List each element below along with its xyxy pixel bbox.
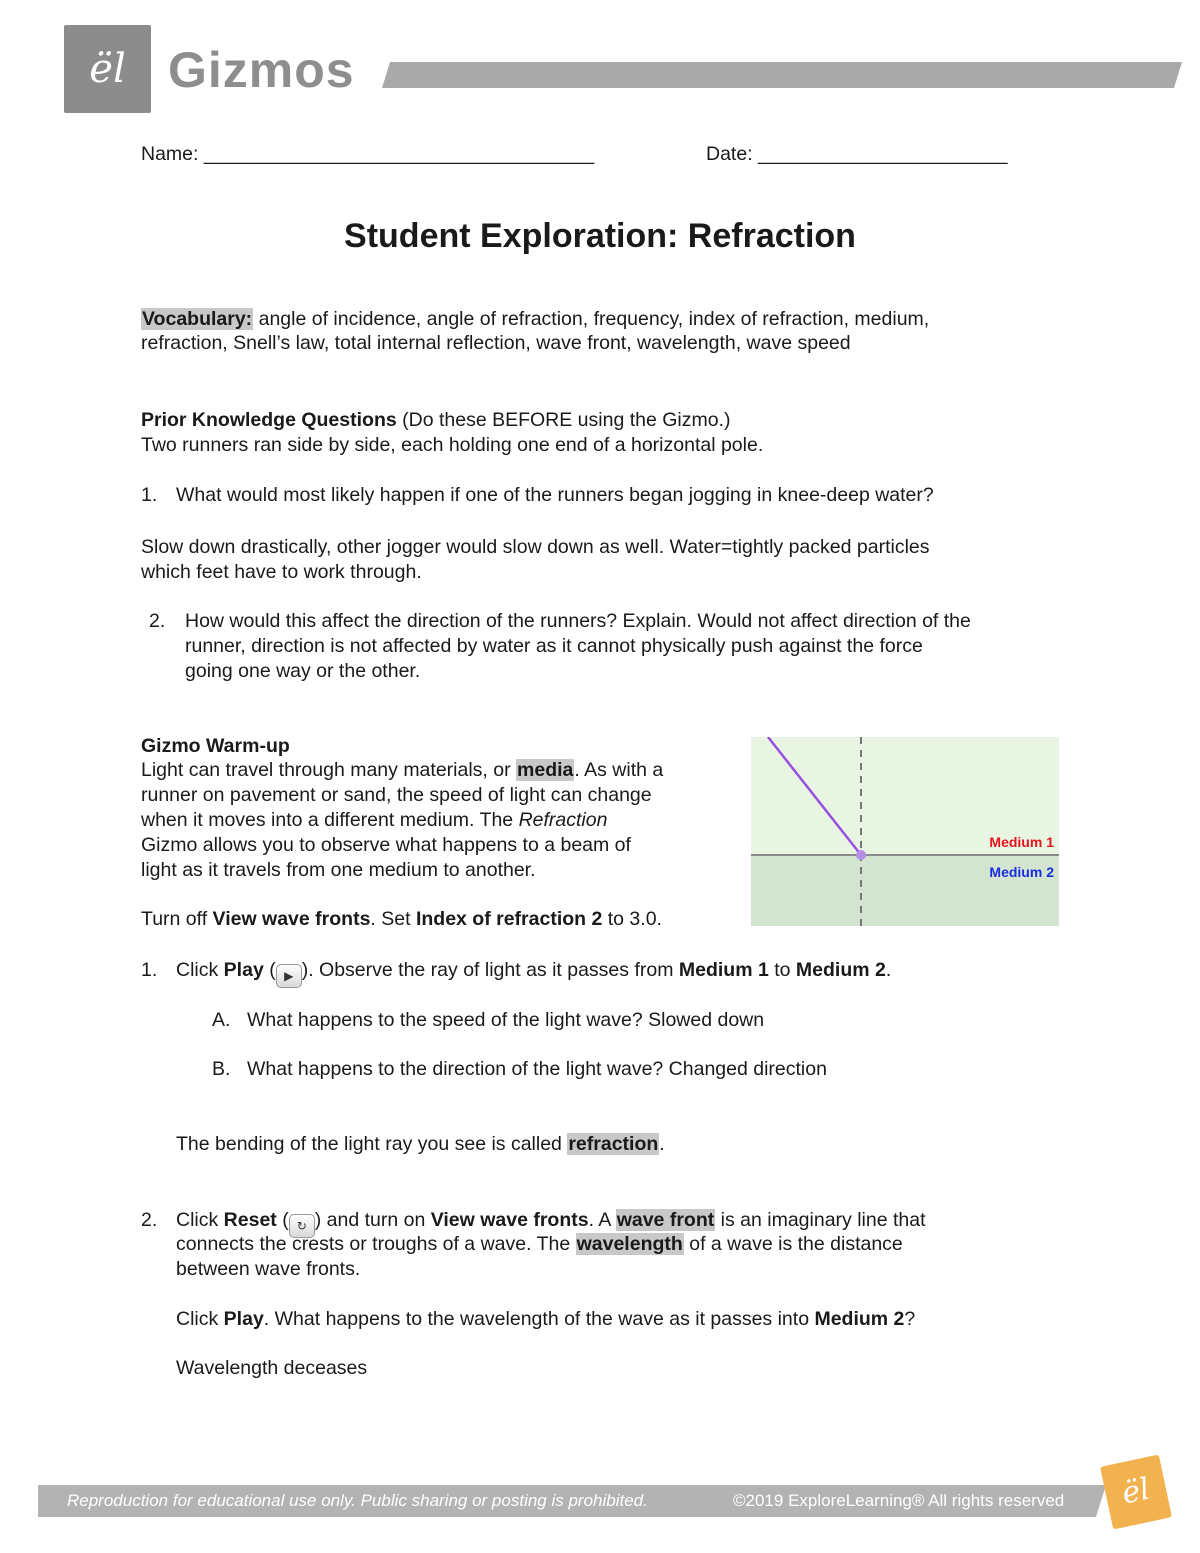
warmup-line-4: Gizmo allows you to observe what happens to a beam of [141,834,631,856]
prior-q1-number: 1. [141,484,158,506]
q1b-text: What happens to the direction of the light wave? Changed direction [247,1058,827,1080]
vocabulary-line-1: Vocabulary: angle of incidence, angle of refraction, frequency, index of refraction, medium, [142,308,930,330]
page-title: Student Exploration: Refraction [344,217,856,255]
q1a-label: A. [212,1009,231,1031]
prior-knowledge-heading: Prior Knowledge Questions (Do these BEFORE using the Gizmo.) [141,409,731,431]
warmup-instruction: Turn off View wave fronts. Set Index of refraction 2 to 3.0. [141,908,662,930]
header-bar [382,62,1182,88]
play-icon: ▶ [276,964,302,988]
date-field: Date: _______________________ [706,143,1008,165]
term-media: media [517,759,574,781]
q2-play-instruction: Click Play. What happens to the wavelength of the wave as it passes into Medium 2? [176,1308,916,1330]
gizmos-logo: ël [64,25,151,113]
footer-notice: Reproduction for educational use only. Public sharing or posting is prohibited. [67,1491,648,1510]
q1-number: 1. [141,959,158,981]
prior-q2-number: 2. [149,610,166,632]
q2-line-1: Click Reset ( ↻ ) and turn on View wave fronts. A wave front is an imaginary line that [176,1208,926,1238]
prior-q2-line-2: runner, direction is not affected by water as it cannot physically push against the force [185,635,923,657]
prior-a1-line-1: Slow down drastically, other jogger would slow down as well. Water=tightly packed particles [141,536,930,558]
term-refraction: refraction [568,1133,659,1155]
term-wavelength: wavelength [576,1233,683,1255]
medium-1-label: Medium 1 [989,834,1054,850]
vocabulary-label: Vocabulary: [142,308,253,330]
warmup-line-2: runner on pavement or sand, the speed of light can change [141,784,652,806]
warmup-line-1: Light can travel through many materials, or media. As with a [141,759,664,781]
prior-a1-line-2: which feet have to work through. [141,561,422,583]
term-wave-front: wave front [616,1209,715,1231]
brand-name: Gizmos [168,42,355,98]
vocabulary-line-2: refraction, Snell’s law, total internal reflection, wave front, wavelength, wave speed [141,332,851,354]
refraction-figure [751,737,1059,926]
reset-icon: ↻ [289,1214,315,1238]
incidence-point [856,850,866,860]
q1b-label: B. [212,1058,231,1080]
explorelearning-logo: ël [1100,1454,1172,1529]
prior-intro: Two runners ran side by side, each holding one end of a horizontal pole. [141,434,764,456]
q2-line-2: connects the crests or troughs of a wave. The wavelength of a wave is the distance [176,1233,903,1255]
q2-line-3: between wave fronts. [176,1258,361,1280]
refraction-statement: The bending of the light ray you see is called refraction. [176,1133,665,1155]
prior-q2-line-3: going one way or the other. [185,660,421,682]
warmup-heading: Gizmo Warm-up [141,735,290,757]
prior-q2-line-1: How would this affect the direction of the runners? Explain. Would not affect direction of the [185,610,971,632]
medium-2-label: Medium 2 [989,864,1054,880]
warmup-line-5: light as it travels from one medium to another. [141,859,536,881]
q1-text: Click Play ( ▶ ). Observe the ray of light as it passes from Medium 1 to Medium 2. [176,958,891,988]
q2-answer: Wavelength deceases [176,1357,368,1379]
name-field: Name: ____________________________________ [141,143,595,165]
footer-copyright: ©2019 ExploreLearning® All rights reserved [733,1491,1065,1510]
prior-q1-text: What would most likely happen if one of the runners began jogging in knee-deep water? [176,484,934,506]
q1a-text: What happens to the speed of the light wave? Slowed down [247,1009,765,1031]
q2-number: 2. [141,1209,158,1231]
warmup-line-3: when it moves into a different medium. The Refraction [141,809,608,831]
